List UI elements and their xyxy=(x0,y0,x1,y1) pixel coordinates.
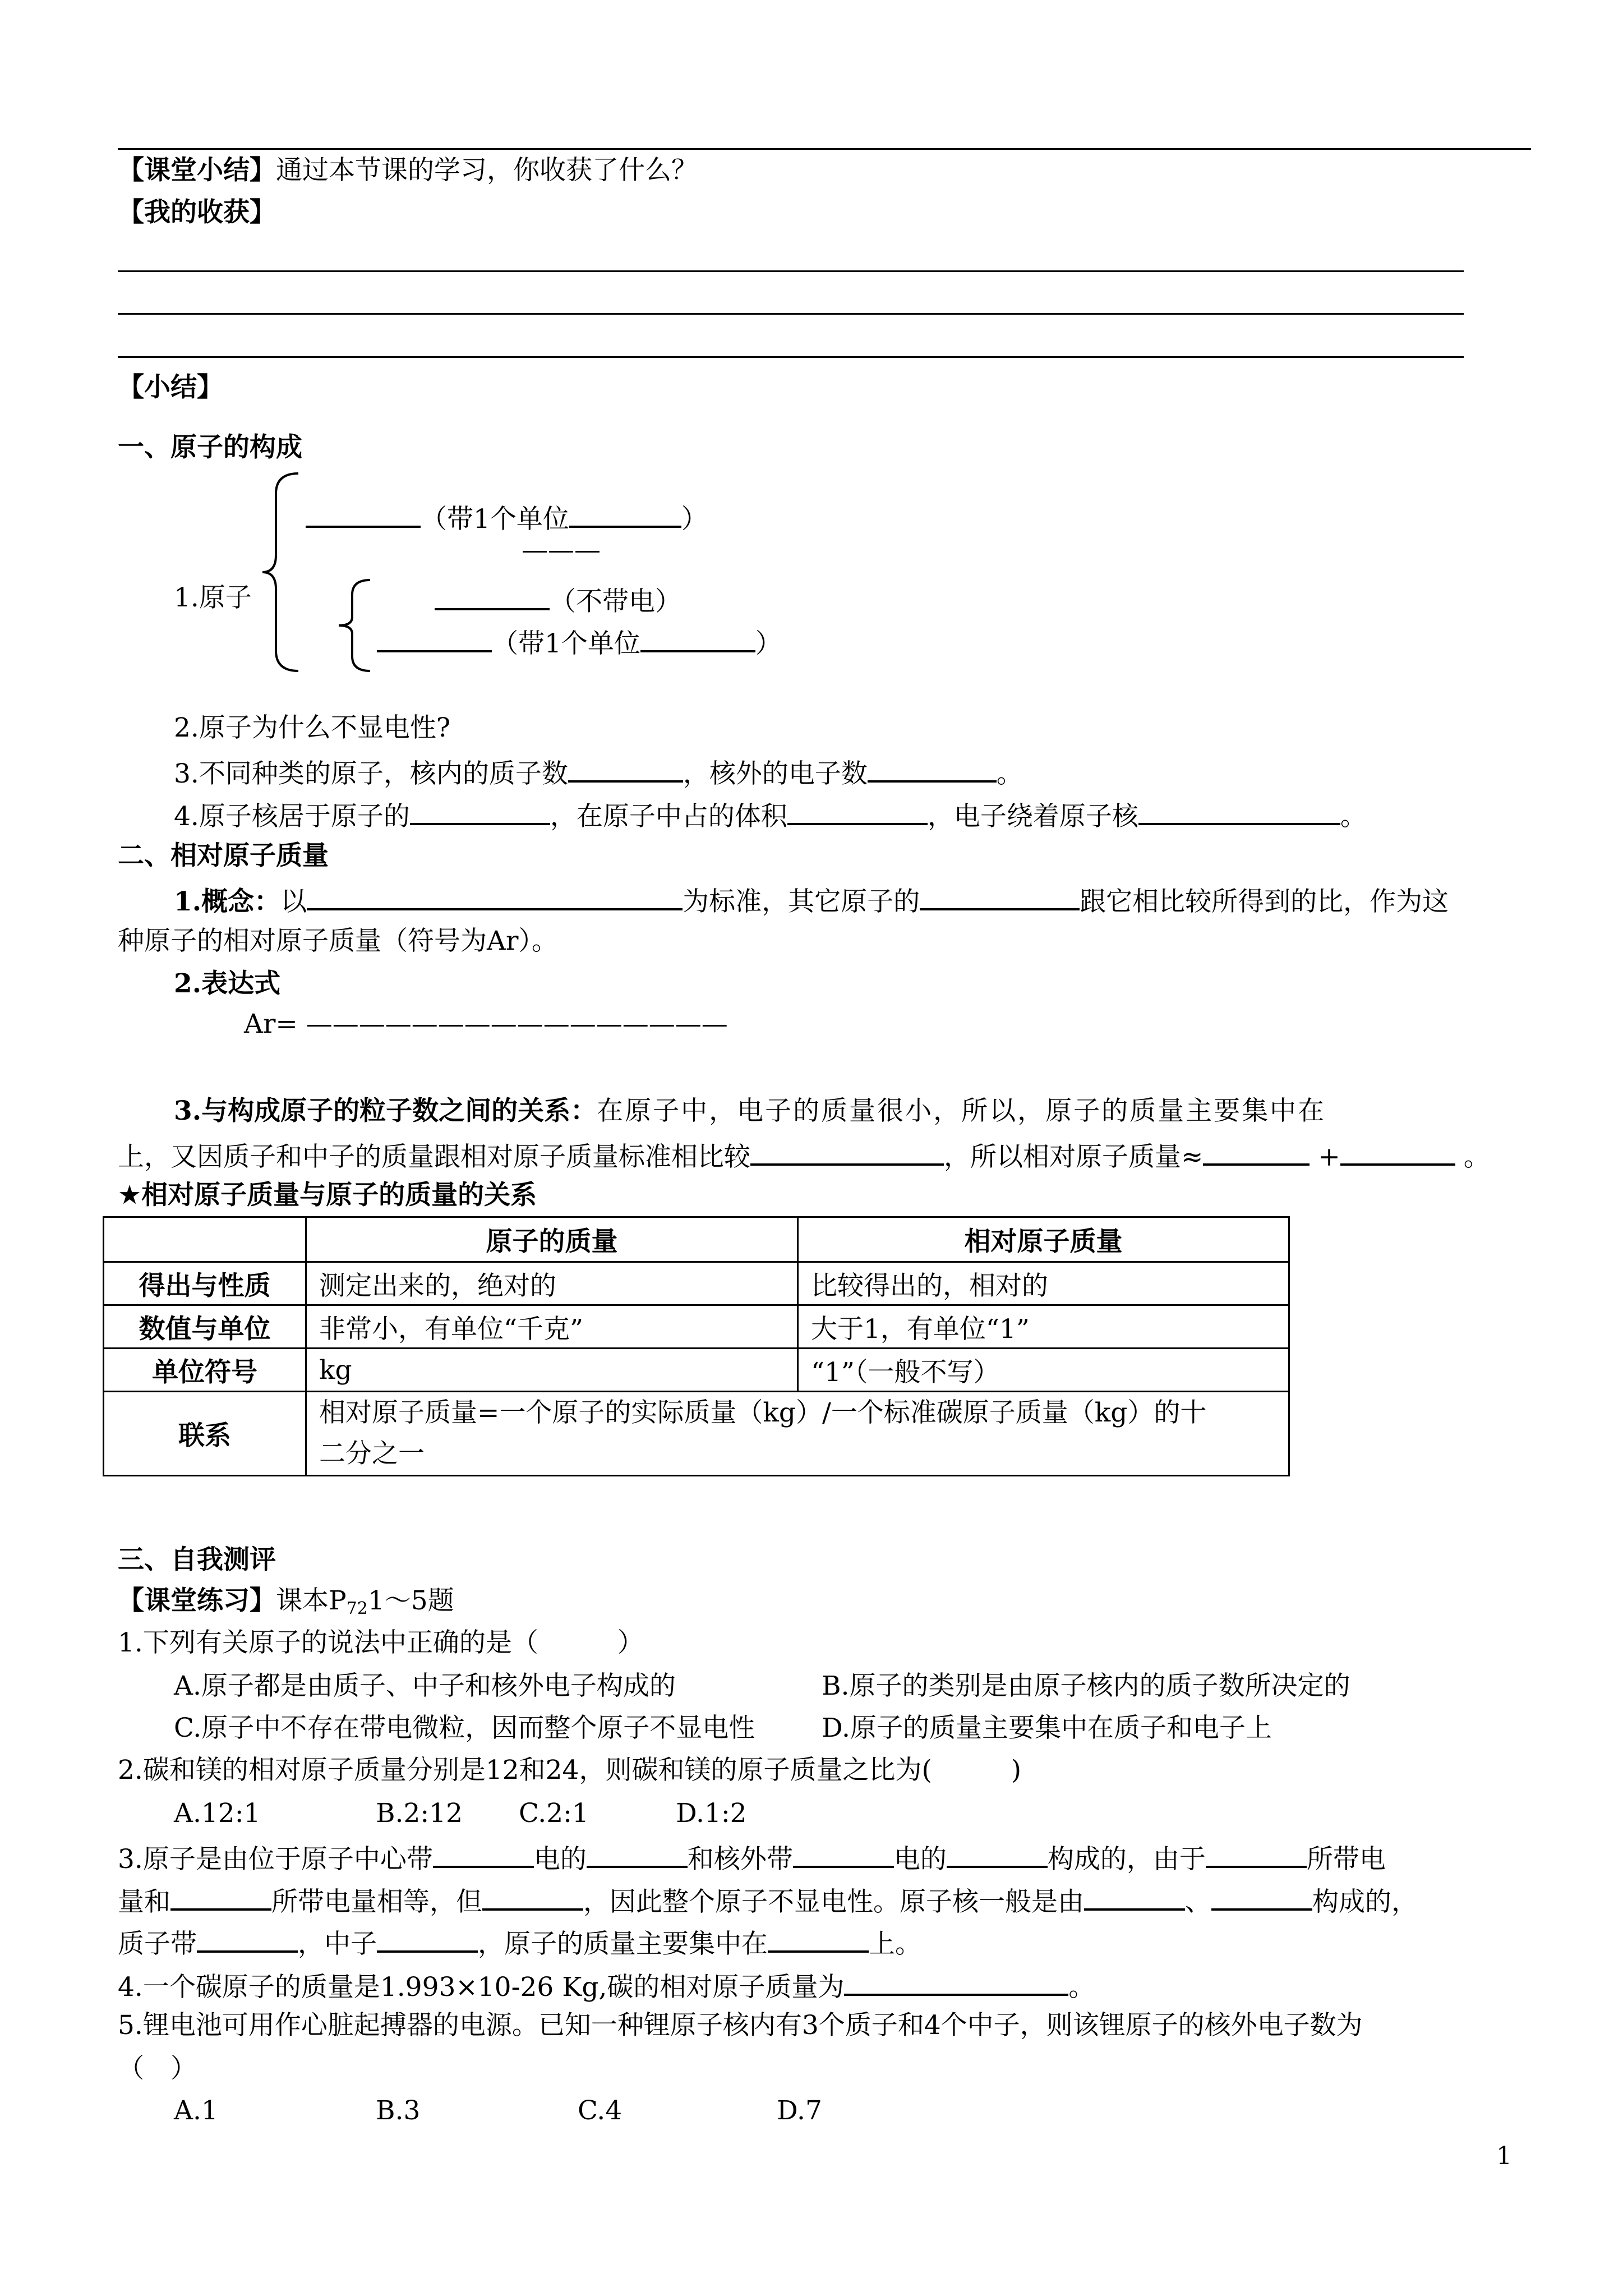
page-number: 1 xyxy=(1496,2142,1512,2170)
s3-q5-paren: （ ） xyxy=(118,2053,197,2084)
table-row-link xyxy=(104,1392,1289,1476)
my-gain-title: 【我的收获】 xyxy=(118,197,276,228)
table-row xyxy=(104,1305,1289,1349)
q4-text: 4.一个碳原子的质量是1.993×10-26 Kg,碳的相对原子质量为 xyxy=(118,1972,845,2003)
relation-blank-3[interactable] xyxy=(1340,1139,1455,1166)
s1-q3-blank-1[interactable] xyxy=(568,756,683,783)
row-cell-relative: 大于1，有单位“1” xyxy=(798,1305,1289,1349)
charge2-open: （带1个单位 xyxy=(492,628,640,659)
relation-label: 3.与构成原子的粒子数之间的关系： xyxy=(174,1096,597,1126)
q3-blank[interactable] xyxy=(768,1926,869,1953)
star-title: ★相对原子质量与原子的质量的关系 xyxy=(118,1180,537,1211)
outer-brace xyxy=(259,471,304,673)
s3-q1-option-a: A.原子都是由质子、中子和核外电子构成的 xyxy=(174,1671,676,1701)
table-row xyxy=(104,1349,1289,1392)
s3-q5-option-a: A.1 xyxy=(174,2095,218,2126)
s3-q5-option-d: D.7 xyxy=(777,2095,822,2126)
row-cell-relative: 比较得出的，相对的 xyxy=(798,1262,1289,1305)
row-label: 得出与性质 xyxy=(104,1262,306,1305)
section2-title: 二、相对原子质量 xyxy=(118,840,329,871)
q3-text: 电的 xyxy=(893,1844,947,1875)
row-label: 单位符号 xyxy=(104,1349,306,1392)
q3-text: 和核外带 xyxy=(687,1844,793,1875)
q3-blank[interactable] xyxy=(433,1841,534,1868)
q3-blank[interactable] xyxy=(170,1884,271,1911)
row-label: 数值与单位 xyxy=(104,1305,306,1349)
q4-text-end: 。 xyxy=(1068,1972,1095,2003)
atom-label: 1.原子 xyxy=(174,582,252,613)
s1-q4-text-c: ，电子绕着原子核 xyxy=(927,801,1138,832)
q3-blank[interactable] xyxy=(947,1841,1048,1868)
proton-row xyxy=(377,625,782,659)
q3-blank[interactable] xyxy=(793,1841,894,1868)
s1-q4-text-d: 。 xyxy=(1340,801,1367,832)
relation-text-a: 在原子中，电子的质量很小，所以，原子的质量主要集中在 xyxy=(597,1096,1326,1126)
s3-q2-option-b: B.2:12 xyxy=(376,1798,463,1829)
charge1-close: ） xyxy=(681,504,708,535)
concept-label: 1.概念： xyxy=(174,886,281,917)
summary-text: 通过本节课的学习，你收获了什么？ xyxy=(276,155,698,186)
charge2-blank[interactable] xyxy=(640,625,755,652)
neutron-blank[interactable] xyxy=(435,583,550,610)
q3-blank[interactable] xyxy=(1211,1884,1312,1911)
q3-text: 构成的， xyxy=(1312,1887,1418,1917)
q3-blank[interactable] xyxy=(587,1841,688,1868)
q3-text: ，原子的质量主要集中在 xyxy=(478,1929,768,1959)
concept-blank-1[interactable] xyxy=(307,884,683,910)
relation-line-2 xyxy=(118,1139,1490,1172)
q3-text: 质子带 xyxy=(118,1929,197,1959)
relation-blank-2[interactable] xyxy=(1203,1139,1310,1166)
s3-q5: 5.锂电池可用作心脏起搏器的电源。已知一种锂原子核内有3个质子和4个中子，则该锂原子的核外电子数为 xyxy=(118,2010,1363,2041)
relation-line-1 xyxy=(174,1097,1326,1126)
charge1-blank[interactable] xyxy=(569,501,681,528)
proton-blank[interactable] xyxy=(377,625,492,652)
link-cell xyxy=(306,1392,1289,1476)
summary-tag: 【课堂小结】 xyxy=(118,155,276,186)
answer-line-2 xyxy=(118,313,1464,315)
practice-line xyxy=(118,1586,454,1618)
s3-q1-option-d: D.原子的质量主要集中在质子和电子上 xyxy=(822,1713,1272,1743)
s3-q2: 2.碳和镁的相对原子质量分别是12和24，则碳和镁的原子质量之比为( ) xyxy=(118,1755,1022,1786)
s3-q1: 1.下列有关原子的说法中正确的是（ ） xyxy=(118,1627,644,1658)
s3-q5-option-b: B.3 xyxy=(376,2095,421,2126)
s1-q4-text-a: 4.原子核居于原子的 xyxy=(174,801,410,832)
practice-tag: 【课堂练习】 xyxy=(118,1585,276,1616)
row-cell-relative: “1”（一般不写） xyxy=(798,1349,1289,1392)
s1-q4-text-b: ，在原子中占的体积 xyxy=(550,801,787,832)
relation-text-c: ，所以相对原子质量≈ xyxy=(944,1142,1204,1172)
practice-text-a: 课本P xyxy=(276,1585,347,1616)
neutral-text: （不带电） xyxy=(550,586,681,617)
s3-q1-option-b: B.原子的类别是由原子核内的质子数所决定的 xyxy=(822,1671,1350,1701)
table-header-empty xyxy=(104,1217,306,1262)
practice-subscript: 72 xyxy=(346,1599,368,1618)
charge2-close: ） xyxy=(755,628,782,659)
s3-q3-line-2 xyxy=(118,1884,1418,1917)
s3-q2-option-d: D.1:2 xyxy=(676,1798,747,1829)
q3-text: 所带电量相等，但 xyxy=(271,1887,482,1917)
q3-text: 、 xyxy=(1185,1887,1211,1917)
s3-q1-option-c: C.原子中不存在带电微粒，因而整个原子不显电性 xyxy=(174,1713,755,1743)
s1-q3-blank-2[interactable] xyxy=(868,756,997,783)
charge1-open: （带1个单位 xyxy=(421,504,569,535)
row-cell-atom: 非常小，有单位“千克” xyxy=(306,1305,798,1349)
inner-brace xyxy=(335,578,375,673)
concept-line-1 xyxy=(174,884,1449,917)
s1-q4-blank-1[interactable] xyxy=(410,798,550,825)
concept-text-b: 为标准，其它原子的 xyxy=(683,886,920,917)
nucleus-blank[interactable] xyxy=(306,501,421,528)
answer-line-1 xyxy=(118,270,1464,272)
relation-text-b: 上，又因质子和中子的质量跟相对原子质量标准相比较 xyxy=(118,1142,750,1172)
summary-prompt xyxy=(118,156,698,185)
relation-end: 。 xyxy=(1463,1142,1490,1172)
section3-title: 三、自我测评 xyxy=(118,1544,276,1575)
s1-q3-text-b: ，核外的电子数 xyxy=(683,758,868,789)
s3-q2-option-a: A.12:1 xyxy=(174,1798,261,1829)
q3-text: 量和 xyxy=(118,1887,170,1917)
q3-text: ，因此整个原子不显电性。原子核一般是由 xyxy=(583,1887,1084,1917)
s3-q3-line-1 xyxy=(118,1841,1386,1874)
s1-q3-text-a: 3.不同种类的原子，核内的质子数 xyxy=(174,758,568,789)
practice-text-b: 1～5题 xyxy=(367,1585,454,1616)
s1-q4-blank-2[interactable] xyxy=(787,798,928,825)
row-cell-atom: 测定出来的，绝对的 xyxy=(306,1262,798,1305)
xiaojie-title: 【小结】 xyxy=(118,372,223,403)
q3-blank[interactable] xyxy=(377,1926,478,1953)
q3-text: 电的 xyxy=(533,1844,587,1875)
s3-q4 xyxy=(118,1969,1095,2002)
s1-q3-text-c: 。 xyxy=(996,758,1023,789)
comparison-table xyxy=(103,1216,1290,1476)
q3-blank[interactable] xyxy=(1206,1841,1307,1868)
q3-text: 构成的，由于 xyxy=(1047,1844,1206,1875)
concept-text-c: 跟它相比较所得到的比，作为这 xyxy=(1080,886,1449,917)
relation-plus: + xyxy=(1318,1142,1340,1172)
concept-text-a: 以 xyxy=(280,886,307,917)
s1-q4 xyxy=(174,798,1367,831)
expr-label: 2.表达式 xyxy=(174,968,281,999)
dash-mark: ——— xyxy=(522,535,601,565)
s1-q3 xyxy=(174,756,1023,789)
nucleus-row xyxy=(306,501,708,534)
q3-blank[interactable] xyxy=(482,1884,583,1911)
s3-q2-option-c: C.2:1 xyxy=(519,1798,589,1829)
concept-blank-2[interactable] xyxy=(920,884,1080,910)
table-row xyxy=(104,1262,1289,1305)
concept-line-2: 种原子的相对原子质量（符号为Ar）。 xyxy=(118,926,558,956)
row-label-link: 联系 xyxy=(104,1392,306,1476)
q3-blank[interactable] xyxy=(197,1926,298,1953)
q4-blank[interactable] xyxy=(844,1969,1068,1996)
s1-q4-blank-3[interactable] xyxy=(1138,798,1340,825)
q3-text: ，中子 xyxy=(298,1929,377,1959)
s3-q3-line-3 xyxy=(118,1926,921,1959)
q3-blank[interactable] xyxy=(1084,1884,1185,1911)
table-header-atom-mass: 原子的质量 xyxy=(306,1217,798,1262)
q3-text: 3.原子是由位于原子中心带 xyxy=(118,1844,433,1875)
row-cell-atom: kg xyxy=(306,1349,798,1392)
section1-title: 一、原子的构成 xyxy=(118,432,302,463)
link-line-2: 二分之一 xyxy=(319,1438,425,1469)
header-rule xyxy=(118,148,1531,150)
expr-formula: Ar= ———————————————— xyxy=(244,1009,728,1039)
s1-q2: 2.原子为什么不显电性? xyxy=(174,712,451,743)
table-header-row xyxy=(104,1217,1289,1262)
relation-blank-1[interactable] xyxy=(750,1139,944,1166)
table-header-relative-mass: 相对原子质量 xyxy=(798,1217,1289,1262)
q3-text: 上。 xyxy=(869,1929,921,1959)
answer-line-3 xyxy=(118,356,1464,358)
s3-q5-option-c: C.4 xyxy=(578,2095,623,2126)
neutron-row xyxy=(435,583,681,616)
link-line-1: 相对原子质量=一个原子的实际质量（kg）/一个标准碳原子质量（kg）的十 xyxy=(319,1397,1207,1428)
q3-text: 所带电 xyxy=(1306,1844,1386,1875)
